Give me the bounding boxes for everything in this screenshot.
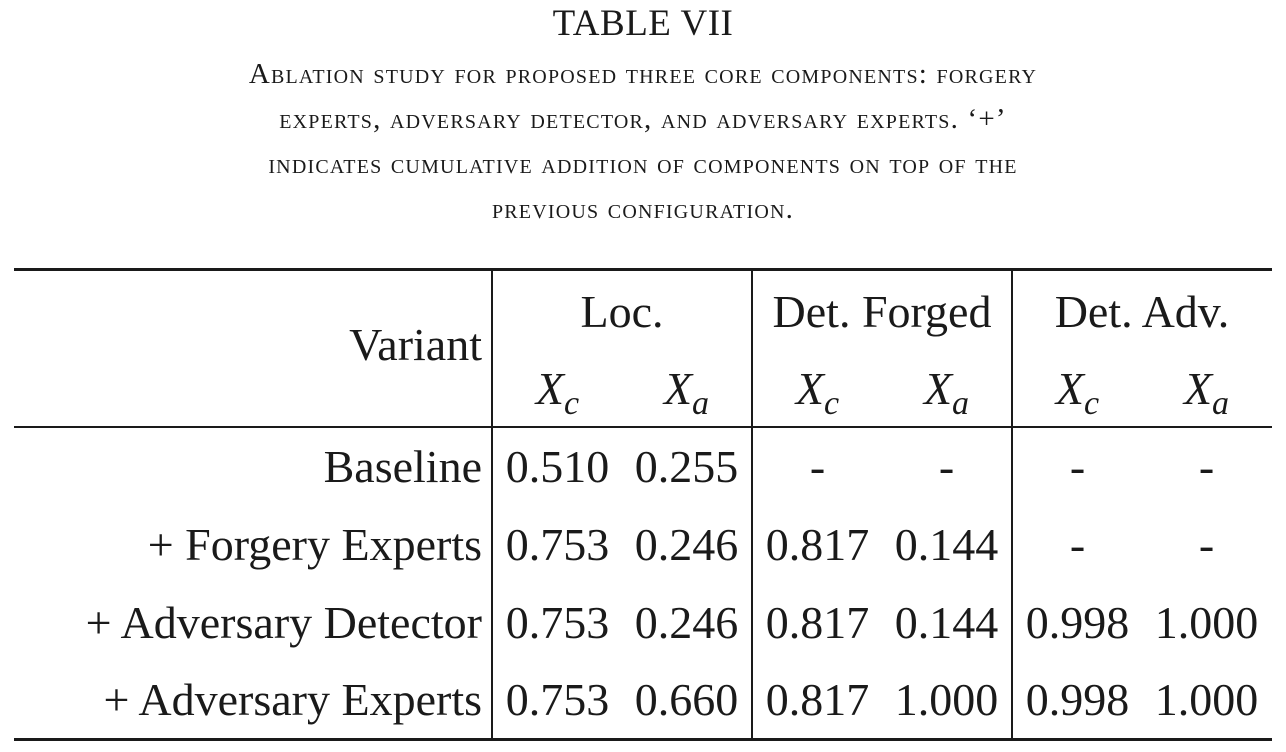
column-divider <box>1011 270 1013 740</box>
row-variant: + Adversary Detector <box>85 597 482 648</box>
top-rule <box>14 268 1272 271</box>
table-cell: - <box>1198 441 1215 492</box>
group-header-det-forged: Det. Forged <box>772 286 992 337</box>
table-cell: 0.144 <box>894 597 999 648</box>
table-cell: 0.817 <box>765 519 870 570</box>
row-variant: + Forgery Experts <box>147 519 482 570</box>
table-cell: 0.753 <box>505 519 610 570</box>
table-cell: 0.246 <box>634 519 739 570</box>
column-divider <box>491 270 493 740</box>
column-divider <box>751 270 753 740</box>
table-cell: 0.817 <box>765 674 870 725</box>
subheader-xa <box>622 363 751 422</box>
table-cell: 1.000 <box>1154 597 1259 648</box>
table-number: TABLE VII <box>552 3 734 44</box>
table-cell: 0.660 <box>634 674 739 725</box>
table-cell: 0.144 <box>894 519 999 570</box>
caption-line: indicates cumulative addition of components on top of the <box>268 148 1018 180</box>
bottom-rule <box>14 738 1272 741</box>
subheader-sub: c <box>1084 385 1100 422</box>
table-cell: - <box>1069 519 1086 570</box>
row-variant: Baseline <box>323 441 482 492</box>
subheader-base: X <box>795 363 824 414</box>
header-rule <box>14 426 1272 428</box>
table-cell: 0.255 <box>634 441 739 492</box>
subheader-base: X <box>1055 363 1084 414</box>
table-cell: 0.753 <box>505 597 610 648</box>
table-cell: 1.000 <box>1154 674 1259 725</box>
table-cell: 1.000 <box>894 674 999 725</box>
subheader-base: X <box>663 363 693 414</box>
table-cell: 0.817 <box>765 597 870 648</box>
table-cell: 0.510 <box>505 441 610 492</box>
subheader-sub: c <box>564 385 580 422</box>
subheader-xc <box>753 363 882 422</box>
table-cell: 0.998 <box>1025 674 1130 725</box>
caption-line: experts, adversary detector, and adversary experts. ‘+’ <box>279 103 1007 135</box>
subheader-sub: a <box>692 385 710 422</box>
table-caption <box>0 52 1286 232</box>
caption-line: previous configuration. <box>491 193 795 225</box>
subheader-sub: a <box>1212 385 1230 422</box>
caption-line: Ablation study for proposed three core components: forgery <box>248 58 1038 90</box>
subheader-xc <box>1013 363 1142 422</box>
subheader-sub: a <box>952 385 970 422</box>
table-cell: - <box>1198 519 1215 570</box>
subheader-base: X <box>923 363 953 414</box>
row-variant: + Adversary Experts <box>103 674 482 725</box>
table-cell: 0.998 <box>1025 597 1130 648</box>
table-cell: 0.753 <box>505 674 610 725</box>
group-header-loc: Loc. <box>580 286 664 337</box>
table-cell: 0.246 <box>634 597 739 648</box>
variant-header: Variant <box>349 319 482 370</box>
subheader-xa <box>882 363 1011 422</box>
subheader-base: X <box>535 363 564 414</box>
subheader-xc <box>493 363 622 422</box>
group-header-det-adv: Det. Adv. <box>1054 286 1230 337</box>
subheader-sub: c <box>824 385 840 422</box>
subheader-xa <box>1142 363 1271 422</box>
subheader-base: X <box>1183 363 1213 414</box>
table-cell: - <box>938 441 955 492</box>
table-cell: - <box>809 441 826 492</box>
table-cell: - <box>1069 441 1086 492</box>
